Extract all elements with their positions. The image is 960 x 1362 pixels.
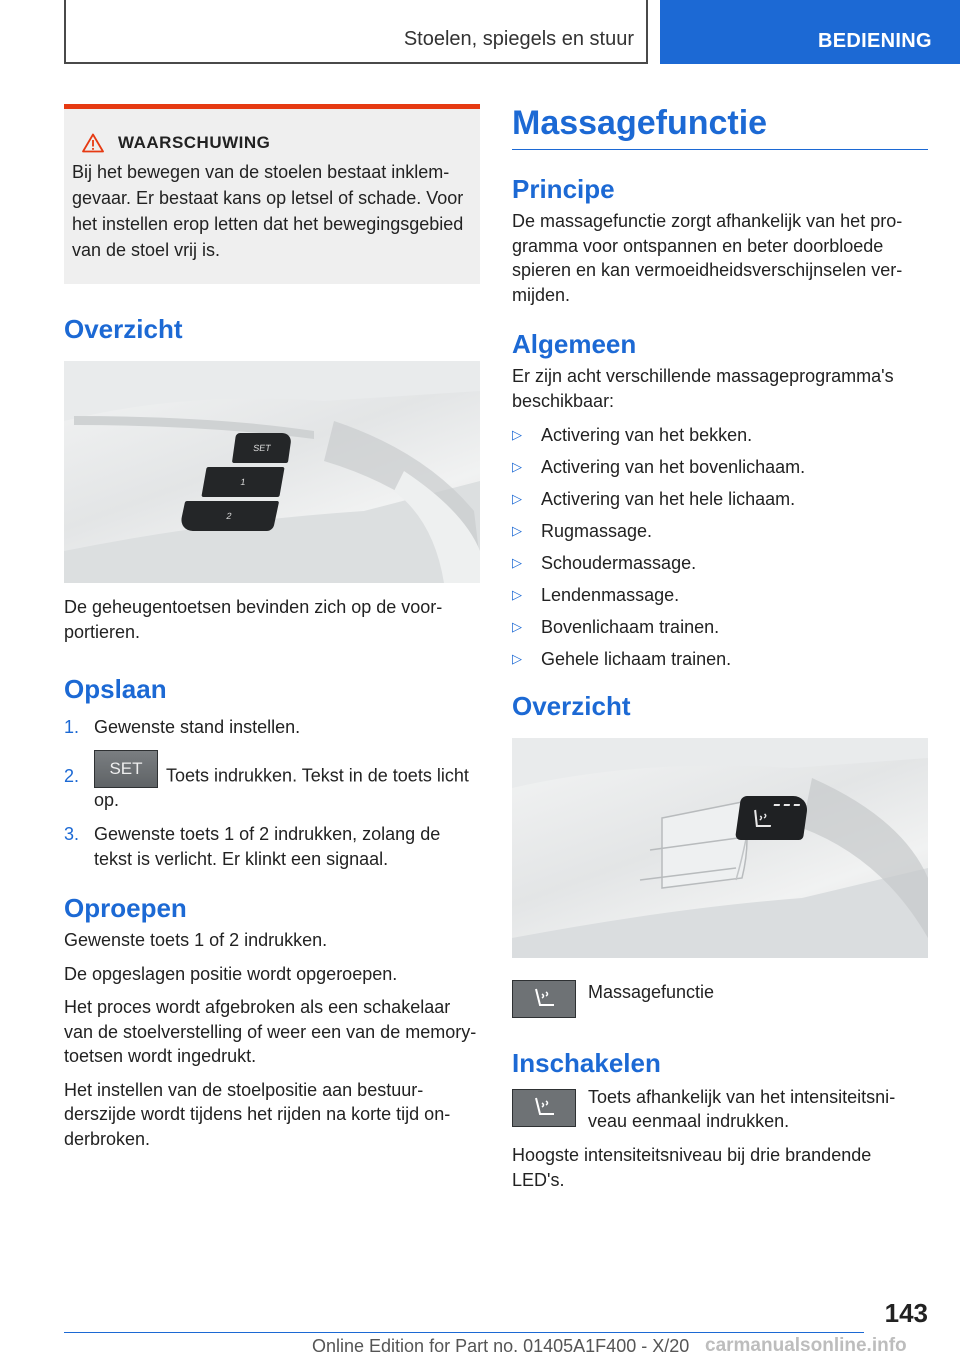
- list-item-text: Rugmassage.: [541, 521, 653, 541]
- title-underline: [512, 149, 928, 150]
- list-item: [512, 519, 928, 543]
- step-text: Gewenste stand instellen.: [94, 717, 301, 737]
- list-item: [512, 615, 928, 639]
- memory-buttons-photo: [64, 361, 480, 583]
- warning-triangle-icon: [82, 133, 104, 153]
- list-item-text: Lendenmassage.: [541, 585, 680, 605]
- algemeen-heading: Algemeen: [512, 329, 637, 359]
- list-item-text: Activering van het bekken.: [541, 425, 753, 445]
- list-item: [512, 423, 928, 447]
- memory-buttons-caption: De geheugentoetsen bevinden zich op de voorportieren.: [64, 597, 443, 642]
- list-item-text: Schoudermassage.: [541, 553, 697, 573]
- triangle-bullet-icon: ▷: [512, 587, 522, 602]
- triangle-bullet-icon: ▷: [512, 651, 522, 666]
- step-number: 2.: [64, 765, 80, 786]
- memory-button-2[interactable]: [179, 501, 279, 531]
- oproepen-heading: Oproepen: [64, 893, 187, 923]
- section-tab-label: BEDIENING: [818, 30, 932, 52]
- set-memory-button[interactable]: [232, 433, 292, 463]
- triangle-bullet-icon: ▷: [512, 491, 522, 506]
- massage-seat-icon: [529, 1095, 559, 1121]
- opslaan-heading: Opslaan: [64, 674, 167, 704]
- list-item: [512, 583, 928, 607]
- step-text: Gewenste toets 1 of 2 indrukken, zolang de tekst is verlicht. Er klinkt een signaal.: [94, 824, 441, 869]
- step-number: 1.: [64, 717, 80, 737]
- page-number: 143: [884, 1298, 928, 1328]
- oproepen-paragraph: Gewenste toets 1 of 2 indrukken.: [64, 930, 328, 950]
- triangle-bullet-icon: ▷: [512, 619, 522, 634]
- oproepen-paragraph: Het instellen van de stoelpositie aan bestuurderszijde wordt tijdens het rijden na korte tijd onderbroken.: [64, 1079, 451, 1149]
- overzicht-heading: Overzicht: [64, 314, 183, 344]
- massage-seat-icon: [529, 986, 559, 1012]
- list-item: [512, 647, 928, 671]
- oproepen-paragraph: De opgeslagen positie wordt opgeroepen.: [64, 963, 398, 984]
- step-item: [64, 822, 480, 871]
- program-list: [512, 423, 928, 671]
- triangle-bullet-icon: ▷: [512, 459, 522, 474]
- massage-seat-icon: [735, 796, 809, 840]
- footer-watermark: carmanualsonline.info: [705, 1335, 907, 1356]
- step-text: Toets indrukken. Tekst in de toets licht op.: [94, 765, 469, 810]
- massage-icon-caption: Massagefunctie: [588, 982, 715, 1002]
- step-number: 3.: [64, 824, 80, 844]
- header-chapter-box: [64, 0, 648, 64]
- set-icon-label: SET: [109, 758, 143, 778]
- triangle-bullet-icon: ▷: [512, 523, 522, 538]
- chapter-title: Stoelen, spiegels en stuur: [403, 28, 634, 50]
- inschakelen-note: Hoogste intensiteitsniveau bij drie brandende LED's.: [512, 1145, 872, 1190]
- triangle-bullet-icon: ▷: [512, 427, 522, 442]
- inschakelen-heading: Inschakelen: [512, 1048, 661, 1078]
- footer-divider: [64, 1332, 864, 1333]
- overzicht-heading-right: Overzicht: [512, 691, 631, 721]
- list-item-text: Bovenlichaam trainen.: [541, 617, 720, 637]
- memory-button-1-label: 1: [239, 477, 247, 487]
- warning-header: [82, 133, 472, 153]
- seat-panel-illustration: [512, 738, 928, 958]
- principe-text: De massagefunctie zorgt afhankelijk van het programma voor ontspannen en beter doorbloede spieren en kan vermoeidheidsverschijnselen vermijden.: [512, 211, 903, 305]
- oproepen-paragraph: Het proces wordt afgebroken als een schakelaar van de stoelverstelling of weer een van de memory-toetsen wordt ingedrukt.: [64, 997, 477, 1066]
- memory-button-1[interactable]: [201, 467, 284, 497]
- list-item-text: Activering van het hele lichaam.: [541, 489, 796, 509]
- massage-icon-box: [512, 980, 576, 1018]
- massage-button-photo: [512, 738, 928, 958]
- list-item: [512, 551, 928, 575]
- principe-heading: Principe: [512, 174, 615, 204]
- left-column: [64, 104, 480, 1151]
- triangle-bullet-icon: ▷: [512, 555, 522, 570]
- inschakelen-row: [512, 1085, 928, 1133]
- set-button-icon: [94, 750, 158, 788]
- inschakelen-text: Toets afhankelijk van het intensiteitsniveau eenmaal indrukken.: [588, 1087, 896, 1131]
- list-item-text: Activering van het bovenlichaam.: [541, 457, 806, 477]
- memory-button-2-label: 2: [225, 511, 233, 521]
- algemeen-text: Er zijn acht verschillende massageprogramma's beschikbaar:: [512, 366, 894, 411]
- warning-title: WAARSCHUWING: [118, 133, 271, 152]
- list-item: [512, 455, 928, 479]
- warning-box: [64, 104, 480, 284]
- right-column: [512, 104, 928, 1192]
- massage-icon-box: [512, 1089, 576, 1127]
- warning-text: Bij het bewegen van de stoelen bestaat inklemgevaar. Er bestaat kans op letsel of schade. Voor het instellen erop letten dat het bewegingsgebied van de stoel vrij is.: [72, 162, 464, 260]
- list-item: [512, 487, 928, 511]
- step-body: [94, 750, 480, 813]
- section-tab[interactable]: [660, 0, 960, 64]
- massage-icon-legend: [512, 980, 928, 1018]
- step-item: [64, 750, 480, 813]
- opslaan-steps: [64, 715, 480, 871]
- list-item-text: Gehele lichaam trainen.: [541, 649, 732, 669]
- step-item: [64, 715, 480, 740]
- massage-title: Massagefunctie: [512, 104, 768, 142]
- footer-edition-text: Online Edition for Part no. 01405A1F400 - X/20: [312, 1336, 690, 1356]
- set-button-label: SET: [252, 443, 272, 453]
- massage-button[interactable]: [735, 796, 809, 840]
